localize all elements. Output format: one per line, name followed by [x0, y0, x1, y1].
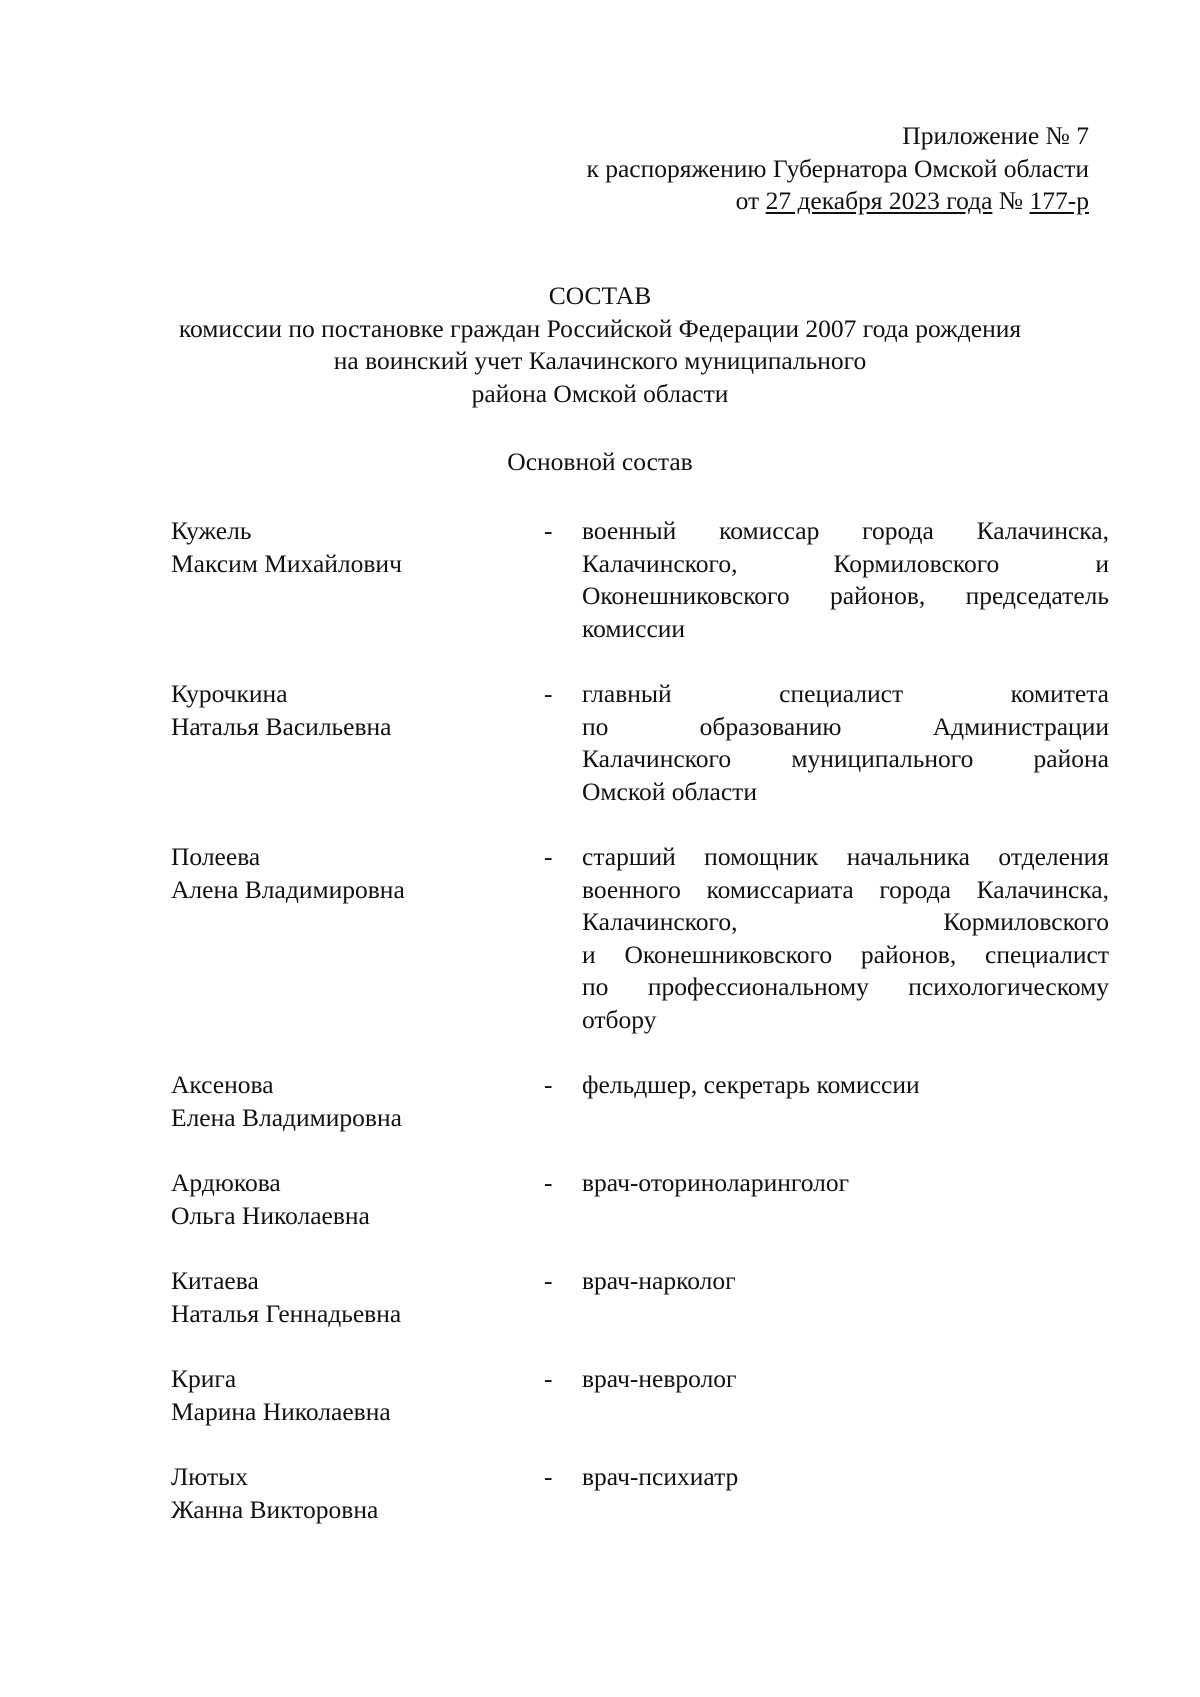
- member-surname: Кужель: [171, 516, 252, 545]
- member-given-names: Максим Михайлович: [171, 548, 402, 578]
- role-line: по образованию Администрации: [582, 711, 1109, 741]
- member-role: [582, 1363, 1109, 1396]
- role-line: комиссии: [582, 613, 686, 643]
- member-given-names: Ольга Николаевна: [171, 1200, 370, 1230]
- member-dash: -: [544, 1070, 553, 1099]
- member-name: [171, 678, 521, 743]
- member-role: [582, 1461, 1109, 1494]
- role-line: врач-невролог: [582, 1364, 737, 1393]
- member-surname: Полеева: [171, 842, 261, 871]
- section-label: Основной состав: [507, 447, 693, 476]
- member-dash: -: [544, 679, 553, 708]
- role-line: старший помощник начальника отделения: [582, 842, 1109, 871]
- role-line: Калачинского, Кормиловского и: [582, 548, 1109, 578]
- member-role: [582, 841, 1109, 1036]
- member-name: [171, 1461, 521, 1526]
- role-line: Оконешниковского районов, председатель: [582, 581, 1109, 610]
- date-prefix: от: [735, 186, 760, 215]
- member-role: [582, 1167, 1109, 1200]
- member-dash: -: [544, 1266, 553, 1295]
- member-role: [582, 1265, 1109, 1298]
- appendix-order-reference: к распоряжению Губернатора Омской области: [586, 153, 1089, 183]
- member-surname: Аксенова: [171, 1070, 274, 1099]
- order-number: 177-р: [1029, 186, 1089, 215]
- member-name: [171, 1265, 521, 1330]
- member-given-names: Жанна Викторовна: [171, 1494, 379, 1524]
- role-line: Калачинского, Кормиловского: [582, 907, 1109, 936]
- member-surname: Китаева: [171, 1266, 259, 1295]
- role-line: врач-нарколог: [582, 1266, 736, 1295]
- appendix-date-line: [586, 185, 1089, 218]
- title-line-3: района Омской области: [471, 378, 729, 408]
- member-name: [171, 1069, 521, 1134]
- document-title: [0, 280, 1200, 410]
- member-given-names: Алена Владимировна: [171, 874, 405, 904]
- member-dash: -: [544, 1168, 553, 1197]
- member-role: [582, 515, 1109, 645]
- member-name: [171, 1167, 521, 1232]
- title-line-2: на воинский учет Калачинского муниципального: [333, 346, 867, 375]
- appendix-number: Приложение № 7: [902, 121, 1089, 150]
- role-line: военного комиссариата города Калачинска,: [582, 874, 1109, 904]
- role-line: отбору: [582, 1004, 657, 1034]
- member-name: [171, 515, 521, 580]
- role-line: Калачинского муниципального района: [582, 744, 1109, 773]
- role-line: врач-психиатр: [582, 1462, 739, 1491]
- member-given-names: Наталья Геннадьевна: [171, 1298, 402, 1328]
- number-prefix: №: [998, 186, 1024, 215]
- member-given-names: Марина Николаевна: [171, 1396, 391, 1426]
- member-surname: Ардюкова: [171, 1168, 281, 1197]
- member-given-names: Наталья Васильевна: [171, 711, 392, 741]
- member-dash: -: [544, 516, 553, 545]
- title-line-1: комиссии по постановке граждан Российской Федерации 2007 года рождения: [178, 313, 1022, 343]
- role-line: и Оконешниковского районов, специалист: [582, 939, 1109, 969]
- member-role: [582, 678, 1109, 808]
- member-surname: Лютых: [171, 1462, 249, 1491]
- role-line: военный комиссар города Калачинска,: [582, 516, 1109, 545]
- member-dash: -: [544, 842, 553, 871]
- title-heading: СОСТАВ: [548, 281, 652, 310]
- member-role: [582, 1069, 1109, 1102]
- role-line: фельдшер, секретарь комиссии: [582, 1070, 920, 1099]
- role-line: главный специалист комитета: [582, 679, 1109, 708]
- member-dash: -: [544, 1462, 553, 1491]
- member-surname: Крига: [171, 1364, 237, 1393]
- member-given-names: Елена Владимировна: [171, 1102, 402, 1132]
- member-name: [171, 1363, 521, 1428]
- role-line: врач-оториноларинголог: [582, 1168, 850, 1197]
- member-surname: Курочкина: [171, 679, 288, 708]
- order-date: 27 декабря 2023 года: [765, 186, 993, 215]
- role-line: Омской области: [582, 776, 757, 806]
- appendix-header: [586, 120, 1089, 218]
- role-line: по профессиональному психологическому: [582, 972, 1109, 1001]
- member-dash: -: [544, 1364, 553, 1393]
- member-name: [171, 841, 521, 906]
